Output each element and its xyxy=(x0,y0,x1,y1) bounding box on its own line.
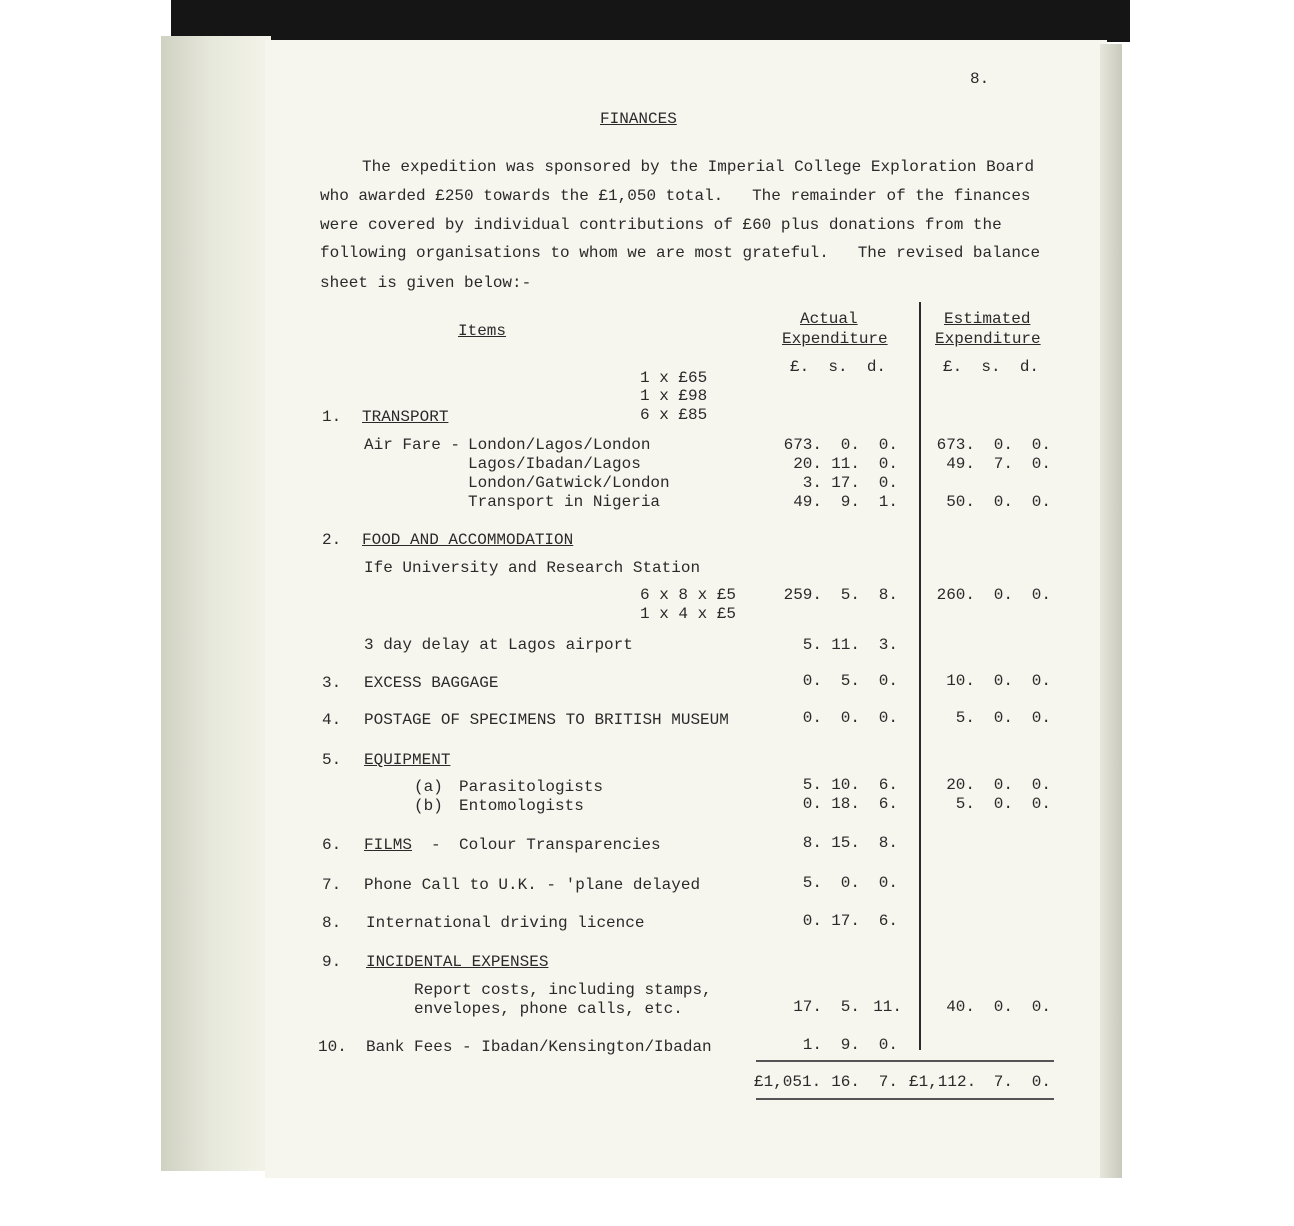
route-4: Transport in Nigeria xyxy=(468,493,661,511)
actual-pence: 0. xyxy=(878,874,898,892)
intro-line-5: sheet is given below:- xyxy=(320,274,532,292)
item-number: 9. xyxy=(322,953,342,971)
food-calc-1: 6 x 8 x £5 xyxy=(640,586,737,604)
actual-pounds: 17. xyxy=(793,998,822,1016)
actual-shillings: 5. xyxy=(840,998,860,1016)
actual-pence: 6. xyxy=(878,776,898,794)
item-number: 2. xyxy=(322,531,342,549)
actual-pounds: 0. xyxy=(802,672,822,690)
estimated-pence: 0. xyxy=(1031,455,1051,473)
actual-shillings: 17. xyxy=(831,474,860,492)
page-edge xyxy=(1100,44,1122,1178)
actual-pence: 3. xyxy=(878,636,898,654)
column-divider xyxy=(919,302,921,1050)
item-label: TRANSPORT xyxy=(362,408,449,426)
actual-pounds: 5. xyxy=(802,636,822,654)
estimated-pounds: 20. xyxy=(946,776,975,794)
page-number: 8. xyxy=(970,70,990,88)
fare-calc-2: 1 x £98 xyxy=(640,387,708,405)
intro-line-2: who awarded £250 towards the £1,050 total. The remainder of the finances xyxy=(320,187,1031,205)
actual-shillings: 5. xyxy=(840,672,860,690)
book-spine-shadow xyxy=(171,0,1130,42)
estimated-pounds: 5. xyxy=(955,795,975,813)
actual-shillings: 10. xyxy=(831,776,860,794)
actual-pounds: 0. xyxy=(802,795,822,813)
item-number: 4. xyxy=(322,711,342,729)
intro-line-4: following organisations to whom we are most grateful. The revised balance xyxy=(320,244,1041,262)
actual-header-2: Expenditure xyxy=(782,330,888,348)
food-sub: Ife University and Research Station xyxy=(364,559,701,577)
actual-shillings: 17. xyxy=(831,912,860,930)
total-estimated-pounds: £1,112. xyxy=(909,1073,977,1091)
food-calc-2: 1 x 4 x £5 xyxy=(640,605,737,623)
films-sub: Colour Transparencies xyxy=(459,836,661,854)
actual-shillings: 9. xyxy=(840,1036,860,1054)
total-actual-pence: 7. xyxy=(878,1073,898,1091)
item-label: POSTAGE OF SPECIMENS TO BRITISH MUSEUM xyxy=(364,711,729,729)
actual-shillings: 0. xyxy=(840,709,860,727)
equip-b-tag: (b) xyxy=(414,797,443,815)
lsd-actual-header: £. s. d. xyxy=(790,358,887,376)
actual-pounds: 0. xyxy=(802,709,822,727)
actual-pounds: 1. xyxy=(802,1036,822,1054)
actual-header-1: Actual xyxy=(800,310,858,328)
actual-shillings: 0. xyxy=(840,436,860,454)
estimated-header-2: Expenditure xyxy=(935,330,1041,348)
actual-pence: 0. xyxy=(878,455,898,473)
intro-line-3: were covered by individual contributions of £60 plus donations from the xyxy=(320,216,1002,234)
route-2: Lagos/Ibadan/Lagos xyxy=(468,455,641,473)
item-label: EXCESS BAGGAGE xyxy=(364,674,499,692)
estimated-pounds: 49. xyxy=(946,455,975,473)
estimated-pence: 0. xyxy=(1031,795,1051,813)
actual-pounds: 5. xyxy=(802,874,822,892)
actual-pounds: 20. xyxy=(793,455,822,473)
estimated-pence: 0. xyxy=(1031,436,1051,454)
item-number: 7. xyxy=(322,876,342,894)
total-estimated-pence: 0. xyxy=(1031,1073,1051,1091)
actual-pence: 0. xyxy=(878,436,898,454)
actual-pounds: 0. xyxy=(802,912,822,930)
actual-shillings: 11. xyxy=(831,455,860,473)
actual-pounds: 8. xyxy=(802,834,822,852)
incidental-line-2: envelopes, phone calls, etc. xyxy=(414,1000,683,1018)
route-1: London/Lagos/London xyxy=(468,436,651,454)
estimated-shillings: 0. xyxy=(993,998,1013,1016)
actual-pounds: 259. xyxy=(783,586,822,604)
films-dash: - xyxy=(431,836,441,854)
estimated-shillings: 0. xyxy=(993,586,1013,604)
route-3: London/Gatwick/London xyxy=(468,474,670,492)
item-number: 3. xyxy=(322,674,342,692)
actual-shillings: 18. xyxy=(831,795,860,813)
item-number: 8. xyxy=(322,914,342,932)
item-label: Phone Call to U.K. - 'plane delayed xyxy=(364,876,701,894)
actual-pounds: 49. xyxy=(793,493,822,511)
actual-shillings: 11. xyxy=(831,636,860,654)
actual-pence: 0. xyxy=(878,1036,898,1054)
total-actual-shillings: 16. xyxy=(831,1073,860,1091)
actual-pence: 0. xyxy=(878,709,898,727)
total-actual-pounds: £1,051. xyxy=(754,1073,822,1091)
item-label: Bank Fees - Ibadan/Kensington/Ibadan xyxy=(366,1038,712,1056)
estimated-pence: 0. xyxy=(1031,709,1051,727)
item-label: EQUIPMENT xyxy=(364,751,451,769)
actual-pounds: 5. xyxy=(802,776,822,794)
estimated-pounds: 50. xyxy=(946,493,975,511)
items-header: Items xyxy=(458,322,507,340)
item-label: FOOD AND ACCOMMODATION xyxy=(362,531,574,549)
item-number: 10. xyxy=(318,1038,347,1056)
actual-pence: 11. xyxy=(873,998,902,1016)
actual-pounds: 3. xyxy=(802,474,822,492)
estimated-shillings: 0. xyxy=(993,493,1013,511)
equip-a-tag: (a) xyxy=(414,778,443,796)
actual-pence: 8. xyxy=(878,834,898,852)
equip-a: Parasitologists xyxy=(459,778,604,796)
incidental-line-1: Report costs, including stamps, xyxy=(414,981,712,999)
fare-calc-3: 6 x £85 xyxy=(640,406,708,424)
actual-shillings: 5. xyxy=(840,586,860,604)
actual-pence: 8. xyxy=(878,586,898,604)
page-title: FINANCES xyxy=(600,110,677,128)
actual-shillings: 0. xyxy=(840,874,860,892)
estimated-pounds: 260. xyxy=(936,586,975,604)
airfare-prefix: Air Fare - xyxy=(364,436,461,454)
estimated-header-1: Estimated xyxy=(944,310,1031,328)
estimated-shillings: 0. xyxy=(993,709,1013,727)
estimated-shillings: 0. xyxy=(993,776,1013,794)
item-label: INCIDENTAL EXPENSES xyxy=(366,953,549,971)
estimated-pence: 0. xyxy=(1031,998,1051,1016)
item-label: International driving licence xyxy=(366,914,645,932)
estimated-pence: 0. xyxy=(1031,586,1051,604)
estimated-shillings: 7. xyxy=(993,455,1013,473)
estimated-pounds: 673. xyxy=(936,436,975,454)
actual-shillings: 15. xyxy=(831,834,860,852)
actual-pence: 1. xyxy=(878,493,898,511)
actual-pence: 0. xyxy=(878,474,898,492)
total-rule-top xyxy=(756,1060,1054,1062)
total-rule-bottom xyxy=(756,1098,1054,1100)
actual-pounds: 673. xyxy=(783,436,822,454)
estimated-pence: 0. xyxy=(1031,493,1051,511)
actual-pence: 6. xyxy=(878,795,898,813)
actual-pence: 6. xyxy=(878,912,898,930)
actual-pence: 0. xyxy=(878,672,898,690)
lsd-estimated-header: £. s. d. xyxy=(943,358,1040,376)
estimated-pence: 0. xyxy=(1031,776,1051,794)
estimated-shillings: 0. xyxy=(993,436,1013,454)
estimated-pounds: 40. xyxy=(946,998,975,1016)
item-number: 1. xyxy=(322,408,342,426)
delay-label: 3 day delay at Lagos airport xyxy=(364,636,633,654)
estimated-pounds: 10. xyxy=(946,672,975,690)
item-number: 5. xyxy=(322,751,342,769)
estimated-pence: 0. xyxy=(1031,672,1051,690)
estimated-shillings: 0. xyxy=(993,795,1013,813)
actual-shillings: 9. xyxy=(840,493,860,511)
fare-calc-1: 1 x £65 xyxy=(640,369,708,387)
estimated-pounds: 5. xyxy=(955,709,975,727)
total-estimated-shillings: 7. xyxy=(993,1073,1013,1091)
item-number: 6. xyxy=(322,836,342,854)
facing-page xyxy=(161,36,271,1171)
estimated-shillings: 0. xyxy=(993,672,1013,690)
intro-line-1: The expedition was sponsored by the Imperial College Exploration Board xyxy=(362,158,1035,176)
equip-b: Entomologists xyxy=(459,797,584,815)
item-label: FILMS xyxy=(364,836,413,854)
